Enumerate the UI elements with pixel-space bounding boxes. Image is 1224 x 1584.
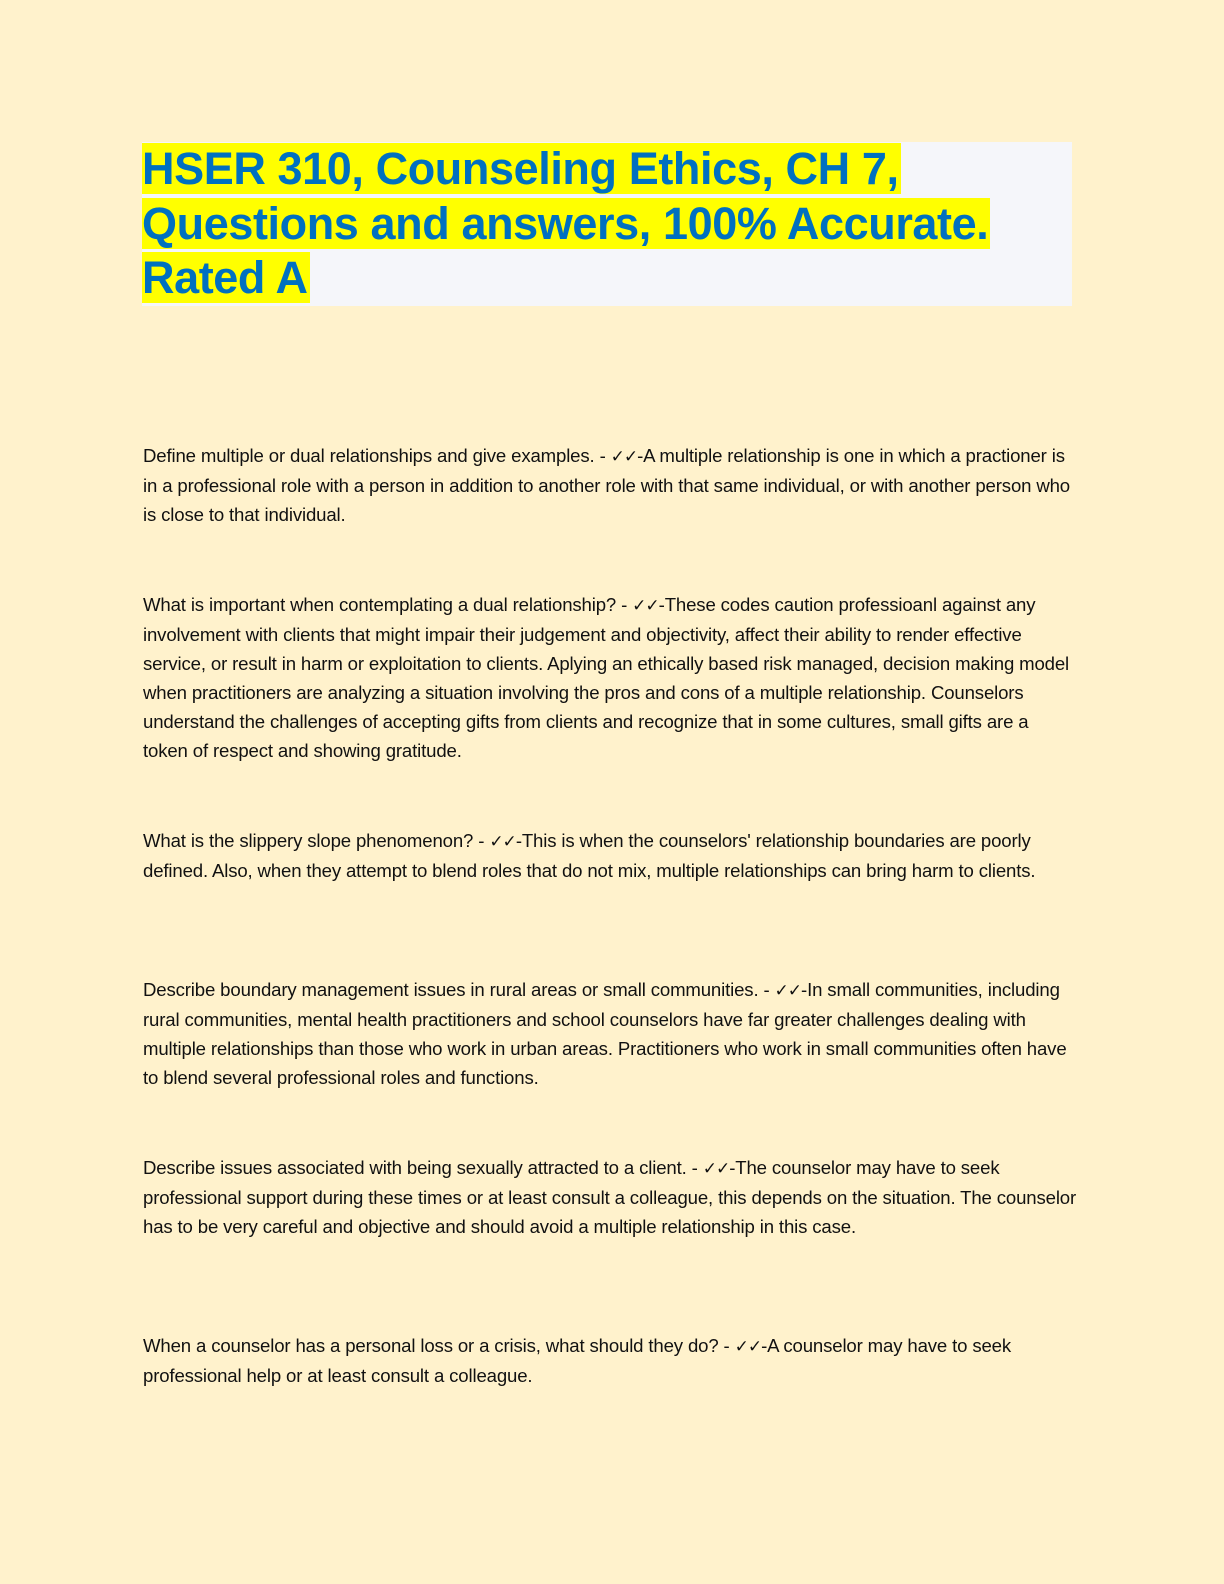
answer-text: -A multiple relationship is one in which a practioner is in a professional role with a person in addition to another role with that same individual, or with another person who is close to that individual. <box>143 445 1070 525</box>
qa-item <box>143 1154 1078 1242</box>
qa-item <box>143 1332 1078 1391</box>
double-check-icon: ✓✓ <box>774 981 802 1001</box>
qa-item <box>143 591 1078 765</box>
question-text: Describe issues associated with being sexually attracted to a client. <box>143 1157 687 1178</box>
question-text: What is important when contemplating a dual relationship? <box>143 594 617 615</box>
question-text: Define multiple or dual relationships and give examples. <box>143 445 595 466</box>
separator: - <box>686 1157 703 1178</box>
answer-text: -The counselor may have to seek professional support during these times or at least consult a colleague, this depends on the situation. The counselor has to be very careful and objective and should avoid a multiple relationship in this case. <box>143 1157 1077 1237</box>
separator: - <box>758 979 775 1000</box>
answer-text: -These codes caution professioanl against any involvement with clients that might impair their judgement and objectivity, affect their ability to render effective service, or result in harm or exploitation to clients. Aplying an ethically based risk managed, decision making model when practitioners are analyzing a situation involving the pros and cons of a multiple relationship. Counselors understand the challenges of accepting gifts from clients and recognize that in some cultures, small gifts are a token of respect and showing gratitude. <box>143 594 1070 761</box>
document-title <box>142 142 1072 306</box>
double-check-icon: ✓✓ <box>610 447 638 467</box>
double-check-icon: ✓✓ <box>734 1337 762 1357</box>
answer-text: -In small communities, including rural communities, mental health practitioners and school counselors have far greater challenges dealing with multiple relationships than those who work in urban areas. Practitioners who work in small communities often have to blend several professional roles and functions. <box>143 979 1067 1088</box>
double-check-icon: ✓✓ <box>632 596 659 616</box>
separator: - <box>594 445 611 466</box>
separator: - <box>616 594 633 615</box>
title-line-3: Rated A <box>142 252 308 303</box>
qa-item <box>143 976 1078 1093</box>
double-check-icon: ✓✓ <box>702 1159 730 1179</box>
qa-item <box>143 442 1078 530</box>
double-check-icon: ✓✓ <box>489 832 516 852</box>
title-block <box>142 142 1072 306</box>
answer-text: -This is when the counselors' relationship boundaries are poorly defined. Also, when they attempt to blend roles that do not mix, multiple relationships can bring harm to clients. <box>143 830 1036 881</box>
separator: - <box>473 830 490 851</box>
question-text: What is the slippery slope phenomenon? <box>143 830 474 851</box>
question-text: When a counselor has a personal loss or a crisis, what should they do? <box>143 1335 719 1356</box>
qa-item <box>143 827 1078 886</box>
title-line-1: HSER 310, Counseling Ethics, CH 7, <box>142 143 899 194</box>
question-text: Describe boundary management issues in rural areas or small communities. <box>143 979 759 1000</box>
separator: - <box>718 1335 735 1356</box>
answer-text: -A counselor may have to seek professional help or at least consult a colleague. <box>143 1335 1012 1386</box>
title-line-2: Questions and answers, 100% Accurate. <box>142 197 989 249</box>
